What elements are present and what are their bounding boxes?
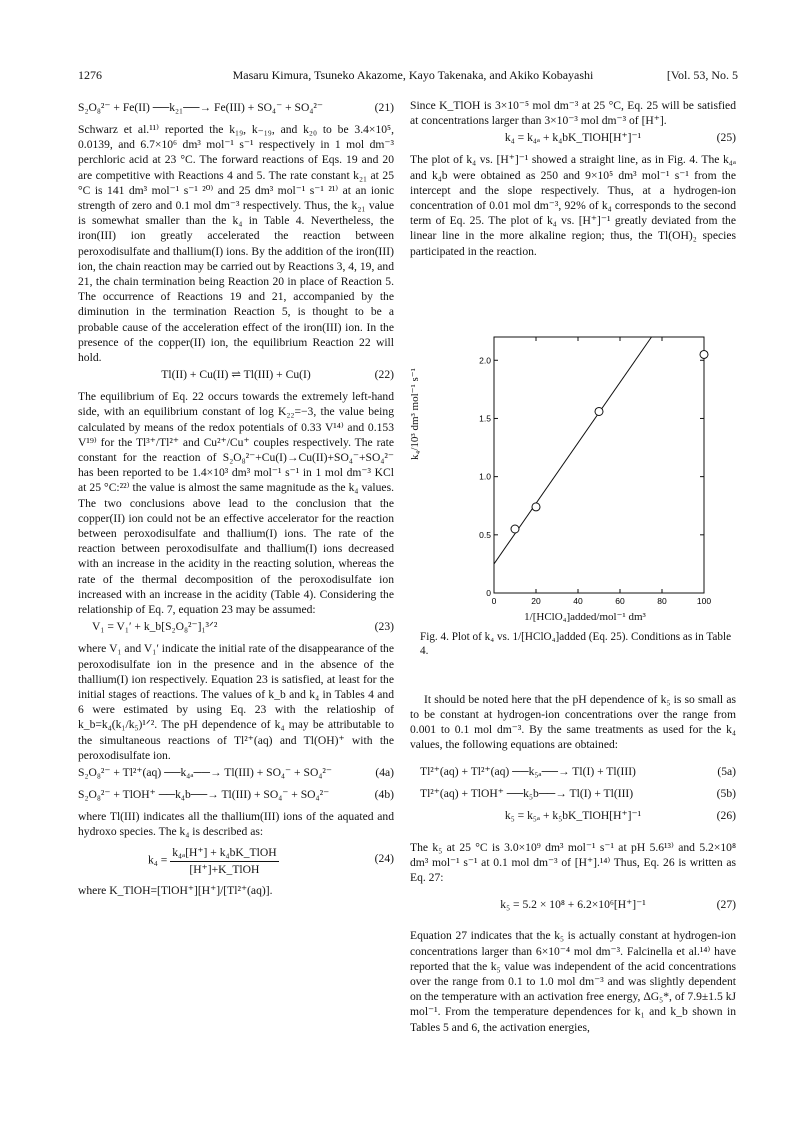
y-tick-label: 1.0 xyxy=(479,471,491,482)
y-tick-label: 2.0 xyxy=(479,355,491,366)
y-tick-label: 0 xyxy=(486,588,491,598)
paragraph: where V₁ and V₁′ indicate the initial rate of the disappearance of the peroxodisulfate ion in the presence and in the absence of the thallium(I) ion respectively. Equation 23 is satisfied, at least for the initial stages of reactions. The values of k_b and k₄ in Tables 4 and 6 were estimated by using Eq. 23 with the relatioship of k_b=k₄(k₁/k₅)¹ᐟ². The pH dependence of k₄ may be attributable to the simultaneous reactions of Tl²⁺(aq) and Tl(OH)⁺ with the peroxodisulfate ion. xyxy=(78,642,394,762)
journal-volume: [Vol. 53, No. 5 xyxy=(666,68,738,82)
running-authors: Masaru Kimura, Tsuneko Akazome, Kayo Takenaka, and Akiko Kobayashi xyxy=(232,68,594,82)
page-number: 1276 xyxy=(78,68,102,82)
paragraph: The equilibrium of Eq. 22 occurs towards the extremely left-hand side, with an equilibrium constant of log K₂₂=−3, the value being calculated by means of the redox potentials of 0.33 V¹⁴⁾ and 0.153 V¹⁹⁾ for the Tl³⁺/Tl²⁺ and Cu²⁺/Cu⁺ couples respectively. The rate constant for the reaction of S₂O₈²⁻+Cu(I)→Cu(II)+SO₄⁻+SO₄²⁻ has been reported to be 1.4×10³ dm³ mol⁻¹ s⁻¹ in 1 mol dm⁻³ KCl at 25 °C:²²⁾ the value is almost the same magnitude as the k₄ values. The two conclusions above lead to the conclusion that the copper(II) ion could not be an effective accelerator for the reaction between peroxodisulfate and thallium(I) ions. The rate of the reaction between peroxodisulfate and thallium(I) ions decreased with an increase in the acidity in the reacting solution, whereas the rate of the thermal decomposition of the peroxodisulfate ion increased with an increase in the acidity (Table 4). Considering the relationship of Eq. 7, equation 23 may be assumed: xyxy=(78,390,394,617)
data-point xyxy=(700,350,708,358)
data-point xyxy=(511,525,519,533)
equation-24: k₄ = $\frac{\text{k₄ₐ[H⁺] + k₄bK\_TlOH}}{\text{[H⁺]+K\_TlOH}}$ (24) xyxy=(148,846,394,876)
x-tick-label: 20 xyxy=(531,596,541,606)
equation-25: k₄ = k₄ₐ + k₄bK_TlOH[H⁺]⁻¹ (25) xyxy=(504,131,736,145)
right-column-top xyxy=(410,98,736,259)
data-point xyxy=(532,503,540,511)
paragraph: Schwarz et al.¹¹⁾ reported the k₁₉, k₋₁₉, and k₂₀ to be 3.4×10⁵, 0.0139, and 6.7×10⁶ dm³ mol⁻¹ s⁻¹ respectively in 1 mol dm⁻³ perchloric acid at 23 °C. The forward reactions of Eqs. 19 and 20 are competitive with Reactions 4 and 5. The rate constant k₂₁ at 25 °C is 141 dm³ mol⁻¹ s⁻¹ ²⁰⁾ and 25 dm³ mol⁻¹ s⁻¹ ²¹⁾ at an ionic strength of zero and 0.1 mol dm⁻³ respectively. Thus, the k₂₁ value is somewhat smaller than the k₄ in Table 4. Nevertheless, the iron(III) ion greatly accelerated the reaction between peroxodisulfate and thallium(I) ions. By the addition of the iron(III) ion, the chain reaction may be carried out by Reactions 3, 4, 19, and 21, the chain termination being Reaction 20 in place of Reaction 5. The occurrence of Reactions 19 and 21, accompanied by the diminution in the termination Reaction 5, is thought to be a probable cause of the acceleration effect of the iron(III) ion. In the presence of the copper(II) ion, the equilibrium Reaction 22 will hold. xyxy=(78,123,394,365)
data-point xyxy=(595,407,603,415)
figure-caption: Fig. 4. Plot of k₄ vs. 1/[HClO₄]added (Eq. 25). Conditions as in Table 4. xyxy=(420,631,732,657)
equation-23: V₁ = V₁′ + k_b[S₂O₈²⁻]₁³ᐟ² (23) xyxy=(92,620,394,634)
paragraph: The plot of k₄ vs. [H⁺]⁻¹ showed a straight line, as in Fig. 4. The k₄ₐ and k₄b were obtained as 250 and 9×10⁵ dm³ mol⁻¹ s⁻¹ from the intercept and the slope respectively. Thus, at a hydrogen-ion concentration of 0.01 mol dm⁻³, 92% of k₄ corresponds to the second term of Eq. 25. The plot of k₄ vs. [H⁺]⁻¹ greatly deviated from the linear line in the more alkaline region; thus, the Tl(OH)₂ species participated in the reaction. xyxy=(410,153,736,258)
y-tick-label: 1.5 xyxy=(479,413,491,424)
x-axis-label: 1/[HClO₄]added/mol⁻¹ dm³ xyxy=(524,611,646,623)
paragraph: where Tl(III) indicates all the thallium(III) ions of the aquated and hydroxo species. The k₄ is described as: xyxy=(78,809,394,839)
x-tick-label: 60 xyxy=(615,596,625,606)
right-column-bottom xyxy=(410,680,736,1046)
figure-4-chart xyxy=(428,325,728,625)
y-tick-label: 0.5 xyxy=(479,529,491,540)
equation-4b: S₂O₈²⁻ + TlOH⁺ ──k₄b──→ Tl(III) + SO₄⁻ + SO₄²⁻ (4b) xyxy=(78,787,394,801)
y-axis-label: k₄/10³ dm³ mol⁻¹ s⁻¹ xyxy=(409,368,421,460)
x-tick-label: 40 xyxy=(573,596,583,606)
equation-22: Tl(II) + Cu(II) ⇌ Tl(III) + Cu(I) (22) xyxy=(161,368,394,382)
paragraph: It should be noted here that the pH dependence of k₅ is so small as to be constant at hydrogen-ion concentrations over the range from 0.001 to 0.1 mol dm⁻³. By the same treatments as used for the k₄ values, the following equations are obtained: xyxy=(410,692,736,752)
equation-26: k₅ = k₅ₐ + k₅bK_TlOH[H⁺]⁻¹ (26) xyxy=(504,809,736,822)
x-tick-label: 100 xyxy=(696,596,712,606)
x-tick-label: 0 xyxy=(491,596,497,606)
paragraph: Since K_TlOH is 3×10⁻⁵ mol dm⁻³ at 25 °C, Eq. 25 will be satisfied at concentrations larger than 3×10⁻³ mol dm⁻³ of [H⁺]. xyxy=(410,99,736,128)
paragraph: Equation 27 indicates that the k₅ is actually constant at hydrogen-ion concentrations larger than 6×10⁻⁴ mol dm⁻³. Falcinella et al.¹⁴⁾ have reported that the k₅ value was independent of the acid concentrations over the range from 0.1 to 1.0 mol dm⁻³ and was slightly dependent on the temperature with an activation free energy, ΔG₅*, of 7.9±1.5 kJ mol⁻¹. From the temperature dependences for k₁ and k_b shown in Tables 5 and 6, the activation energies, xyxy=(410,929,736,1034)
paragraph: The k₅ at 25 °C is 3.0×10⁹ dm³ mol⁻¹ s⁻¹ at pH 5.6¹³⁾ and 5.2×10⁸ dm³ mol⁻¹ s⁻¹ at 0.1 mol dm⁻³ of [H⁺].¹⁴⁾ Thus, Eq. 26 is written as Eq. 27: xyxy=(410,840,736,884)
equation-5a: Tl²⁺(aq) + Tl²⁺(aq) ──k₅ₐ──→ Tl(I) + Tl(III) (5a) xyxy=(420,765,736,778)
equation-27: k₅ = 5.2 × 10⁸ + 6.2×10⁶[H⁺]⁻¹ (27) xyxy=(500,897,736,911)
plot-frame xyxy=(494,337,704,593)
paragraph: where K_TlOH=[TlOH⁺][H⁺]/[Tl²⁺(aq)]. xyxy=(78,884,273,898)
equation-4a: S₂O₈²⁻ + Tl²⁺(aq) ──k₄ₐ──→ Tl(III) + SO₄⁻ + SO₄²⁻ (4a) xyxy=(78,765,394,779)
equation-5b: Tl²⁺(aq) + TlOH⁺ ──k₅b──→ Tl(I) + Tl(III) (5b) xyxy=(420,787,736,800)
x-tick-label: 80 xyxy=(657,596,667,606)
equation-21: S₂O₈²⁻ + Fe(II) ──k₂₁──→ Fe(III) + SO₄⁻ + SO₄²⁻ (21) xyxy=(78,101,394,114)
left-column xyxy=(78,98,394,899)
